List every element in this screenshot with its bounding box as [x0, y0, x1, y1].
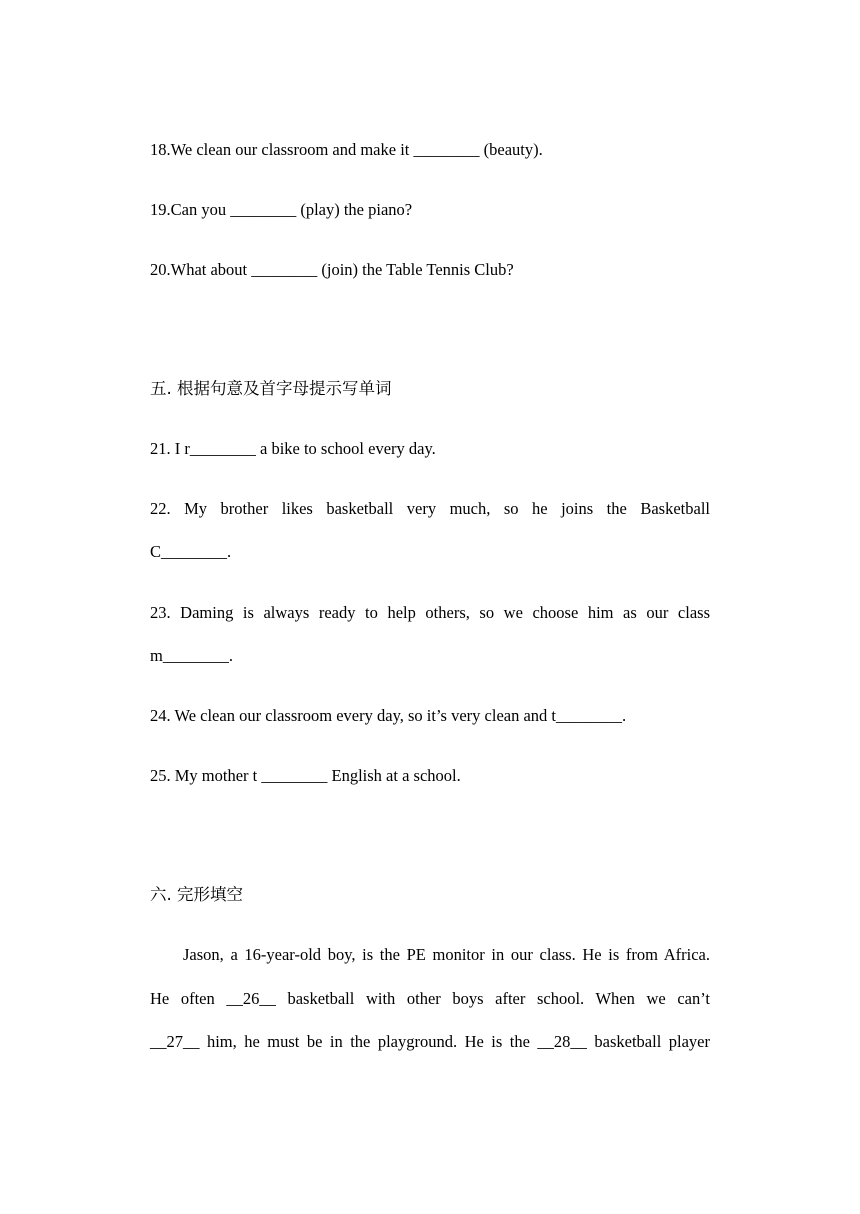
passage-line-1: Jason, a 16-year-old boy, is the PE monitor in our class. He is from Africa.	[183, 945, 710, 964]
question-22-line-1: 22. My brother likes basketball very much, so he joins the Basketball	[150, 499, 710, 518]
passage-line-2: He often __26__ basketball with other boys after school. When we can’t	[150, 989, 710, 1008]
cloze-passage	[150, 944, 710, 1053]
section-six-heading: 六. 完形填空	[150, 885, 243, 904]
question-19: 19.Can you ________ (play) the piano?	[150, 200, 413, 219]
section-five-heading: 五. 根据句意及首字母提示写单词	[150, 379, 392, 398]
passage-line-3: __27__ him, he must be in the playground. He is the __28__ basketball player	[150, 1032, 710, 1051]
question-25: 25. My mother t ________ English at a school.	[150, 766, 461, 785]
question-21: 21. I r________ a bike to school every day.	[150, 439, 436, 458]
question-23-line-1: 23. Daming is always ready to help others, so we choose him as our class	[150, 603, 710, 622]
question-22-line-2: C________.	[150, 542, 232, 561]
question-20: 20.What about ________ (join) the Table Tennis Club?	[150, 260, 514, 279]
question-18: 18.We clean our classroom and make it ________ (beauty).	[150, 140, 543, 159]
question-22	[150, 498, 710, 563]
question-24: 24. We clean our classroom every day, so it’s very clean and t________.	[150, 706, 627, 725]
question-23	[150, 602, 710, 667]
question-23-line-2: m________.	[150, 646, 233, 665]
